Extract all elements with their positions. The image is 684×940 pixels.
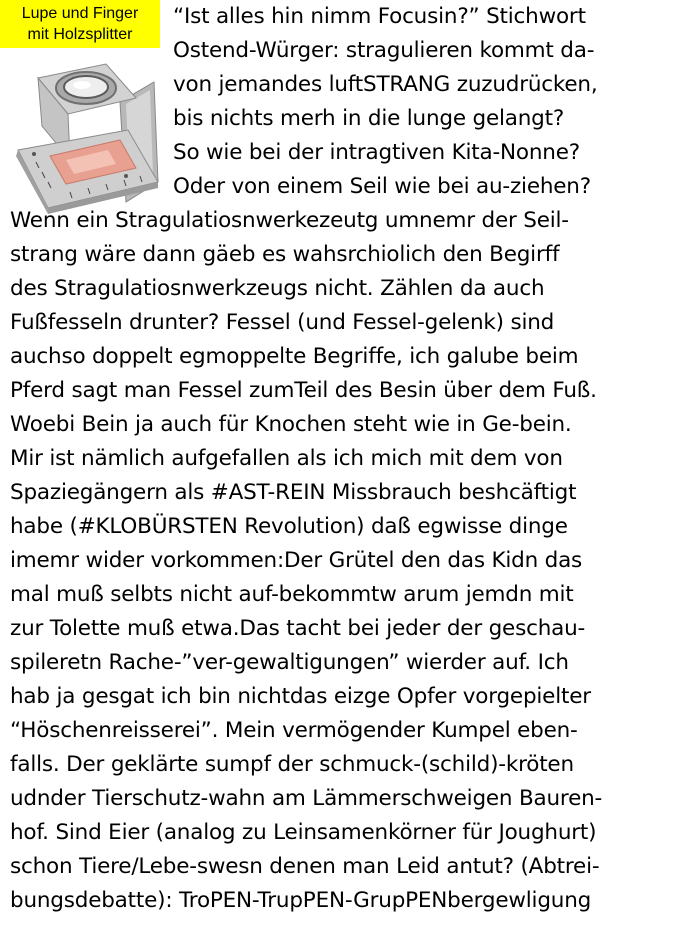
caption-line-2: mit Holzsplitter (27, 26, 133, 43)
text-line: “Ist alles hin nimm Focusin?” Stichwort (173, 4, 586, 29)
text-line: Ostend-Würger: stragulieren kommt da- (173, 38, 595, 63)
text-line: Wenn ein Stragulatiosnwerkezeutg umnemr der Seil- (10, 208, 569, 233)
text-line: So wie bei der intragtiven Kita-Nonne? (173, 140, 580, 165)
text-line: auchso doppelt egmoppelte Begriffe, ich galube beim (10, 344, 579, 369)
text-line: Oder von einem Seil wie bei au-ziehen? (173, 174, 591, 199)
text-line: udnder Tierschutz-wahn am Lämmerschweigen Bauren- (10, 786, 603, 811)
text-line: schon Tiere/Lebe-swesn denen man Leid antut? (Abtrei- (10, 854, 600, 879)
text-line: Spaziegängern als #AST-REIN Missbrauch beshcäftigt (10, 480, 577, 505)
magnifier-loupe-icon (8, 42, 168, 214)
text-line: mal muß selbts nicht auf-bekommtw arum jemdn mit (10, 582, 574, 607)
text-line: von jemandes luftSTRANG zuzudrücken, (173, 72, 598, 97)
text-line: hab ja gesgat ich bin nichtdas eizge Opfer vorgepielter (10, 684, 591, 709)
text-line: imemr wider vorkommen:Der Grütel den das Kidn das (10, 548, 583, 573)
text-line: strang wäre dann gäeb es wahsrchiolich den Begirff (10, 242, 560, 267)
text-line: habe (#KLOBÜRSTEN Revolution) daß egwisse dinge (10, 514, 568, 539)
text-line: Woebi Bein ja auch für Knochen steht wie in Ge-bein. (10, 412, 572, 437)
text-line: bungsdebatte): TroPEN-TrupPEN-GrupPENbergewligung (10, 888, 592, 913)
text-line: spileretn Rache-”ver-gewaltigungen” wierder auf. Ich (10, 650, 569, 675)
text-line: bis nichts merh in die lunge gelangt? (173, 106, 565, 131)
text-line: “Höschenreisserei”. Mein vermögender Kumpel eben- (10, 718, 578, 743)
text-line: zur Tolette muß etwa.Das tacht bei jeder der geschau- (10, 616, 586, 641)
text-line: hof. Sind Eier (analog zu Leinsamenkörner für Joughurt) (10, 820, 597, 845)
image-caption (0, 0, 160, 48)
text-line: Pferd sagt man Fessel zumTeil des Besin über dem Fuß. (10, 378, 597, 403)
text-line: falls. Der geklärte sumpf der schmuck-(schild)-kröten (10, 752, 574, 777)
caption-line-1: Lupe und Finger (21, 5, 139, 22)
text-line: Fußfesseln drunter? Fessel (und Fessel-gelenk) sind (10, 310, 555, 335)
text-line: des Stragulatiosnwerkzeugs nicht. Zählen da auch (10, 276, 545, 301)
text-line: Mir ist nämlich aufgefallen als ich mich mit dem von (10, 446, 563, 471)
